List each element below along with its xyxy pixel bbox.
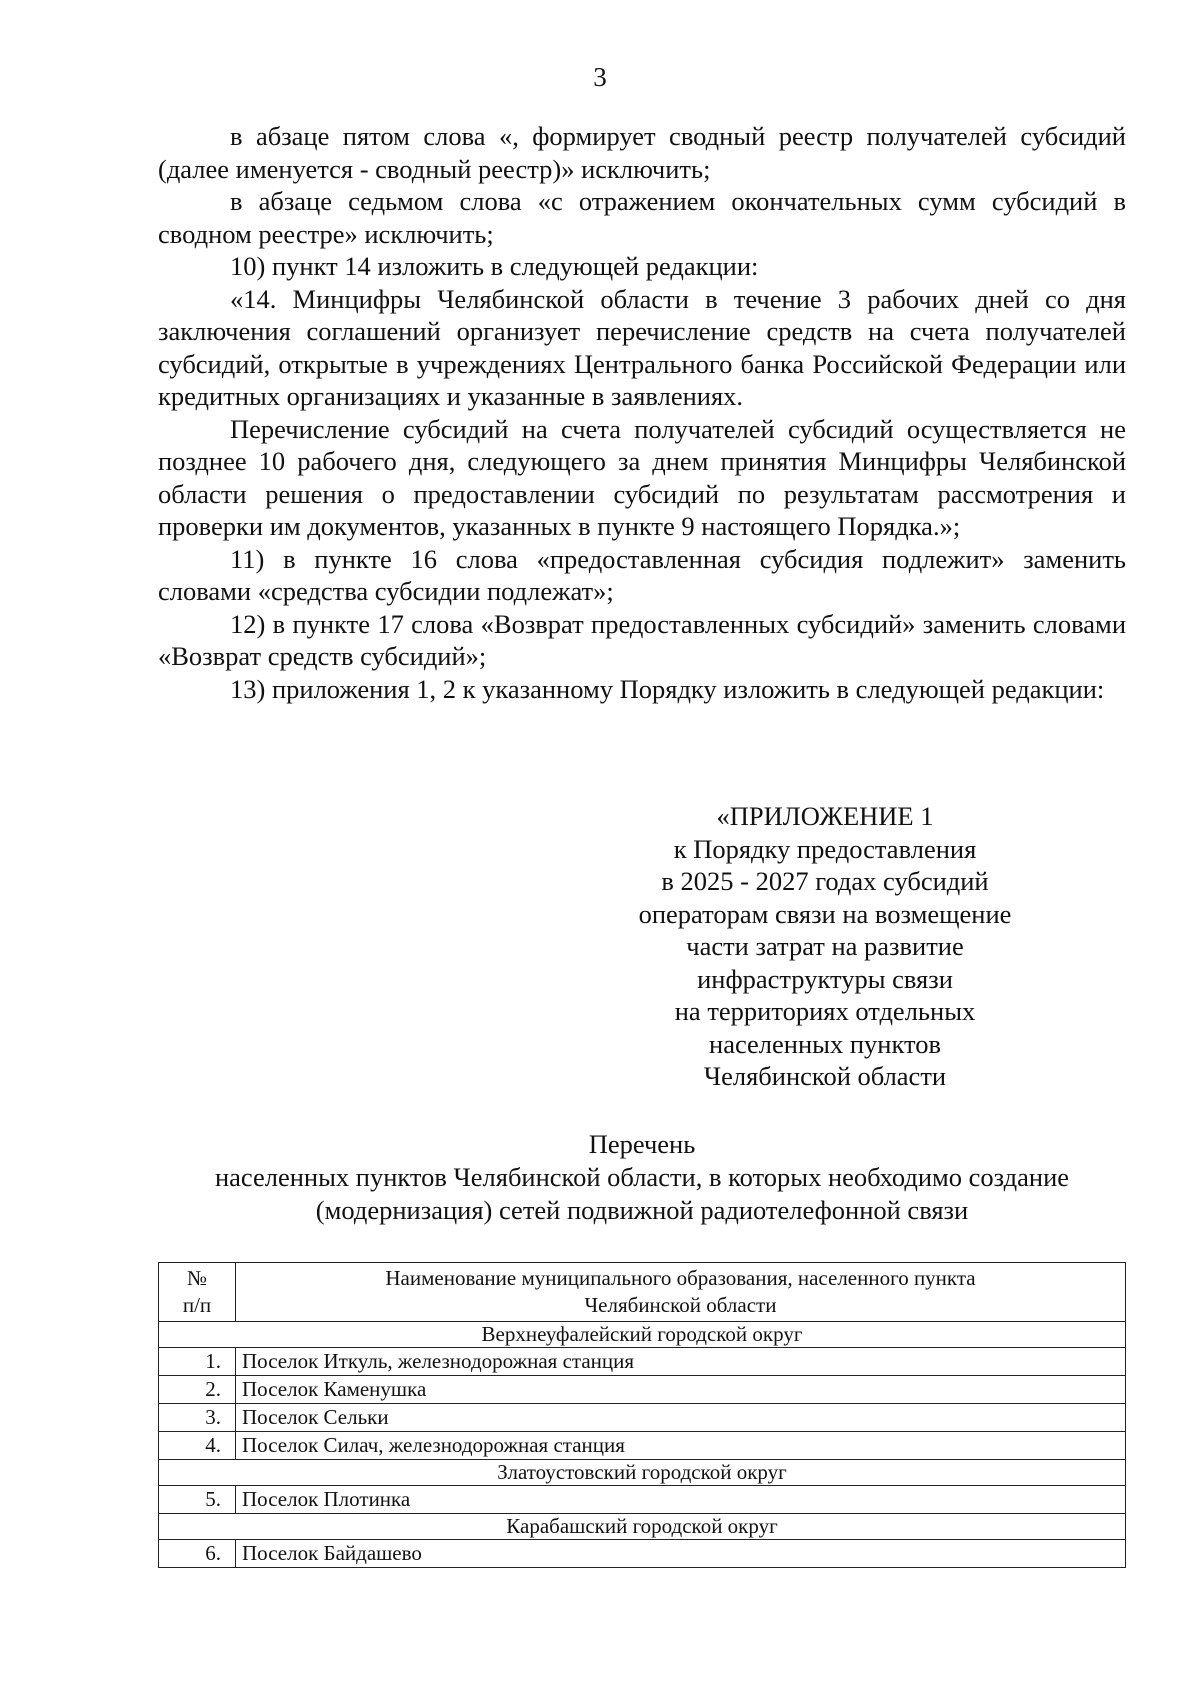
district-row xyxy=(159,1322,1126,1348)
appendix-line: к Порядку предоставления xyxy=(673,833,977,864)
header-number-line: п/п xyxy=(182,1293,212,1317)
appendix-line: части затрат на развитие xyxy=(686,931,964,961)
paragraph: в абзаце седьмом слова «с отражением окончательных сумм субсидий в сводном реестре» исключить; xyxy=(158,186,1126,249)
table-row xyxy=(159,1540,1126,1568)
appendix-line: «ПРИЛОЖЕНИЕ 1 xyxy=(716,801,934,831)
amendment-text xyxy=(158,120,1126,705)
appendix-line: в 2025 - 2027 годах субсидий xyxy=(661,866,989,896)
row-number: 3. xyxy=(159,1404,236,1432)
paragraph: 13) приложения 1, 2 к указанному Порядку изложить в следующей редакции: xyxy=(230,673,1105,704)
settlement-name: Поселок Сельки xyxy=(236,1404,1126,1432)
district-name: Златоустовский городской округ xyxy=(159,1460,1126,1486)
appendix-heading xyxy=(630,800,1020,1093)
row-number: 1. xyxy=(159,1348,236,1376)
table-row xyxy=(159,1348,1126,1376)
table-row xyxy=(159,1376,1126,1404)
settlements-table xyxy=(158,1262,1126,1568)
list-title xyxy=(158,1128,1126,1227)
settlement-name: Поселок Каменушка xyxy=(236,1376,1126,1404)
header-name-line: Наименование муниципального образования, населенного пункта xyxy=(385,1266,976,1290)
paragraph: 12) в пункте 17 слова «Возврат предоставленных субсидий» заменить словами «Возврат средств субсидий»; xyxy=(158,608,1126,671)
table-row xyxy=(159,1486,1126,1514)
list-title-line: населенных пунктов Челябинской области, в которых необходимо создание xyxy=(214,1162,1070,1192)
header-number-line: № xyxy=(186,1266,208,1290)
page-number: 3 xyxy=(593,62,607,92)
header-number xyxy=(159,1263,236,1322)
row-number: 5. xyxy=(159,1486,236,1514)
appendix-line: населенных пунктов xyxy=(709,1028,941,1059)
settlement-name: Поселок Иткуль, железнодорожная станция xyxy=(236,1348,1126,1376)
table-row xyxy=(159,1432,1126,1460)
appendix-line: операторам связи на возмещение xyxy=(638,898,1012,929)
settlement-name: Поселок Силач, железнодорожная станция xyxy=(236,1432,1126,1460)
list-title-line: (модернизация) сетей подвижной радиотелефонной связи xyxy=(315,1195,969,1225)
settlement-name: Поселок Байдашево xyxy=(236,1540,1126,1568)
list-title-line: Перечень xyxy=(588,1129,696,1159)
table-row xyxy=(159,1404,1126,1432)
header-name-line: Челябинской области xyxy=(584,1293,777,1317)
district-name: Верхнеуфалейский городской округ xyxy=(159,1322,1126,1348)
paragraph: 10) пункт 14 изложить в следующей редакции: xyxy=(230,251,759,281)
row-number: 2. xyxy=(159,1376,236,1404)
paragraph: в абзаце пятом слова «, формирует сводный реестр получателей субсидий (далее именуется - сводный реестр)» исключить; xyxy=(158,121,1126,184)
appendix-line: инфраструктуры связи xyxy=(697,963,953,994)
table-header-row xyxy=(159,1263,1126,1322)
district-row xyxy=(159,1514,1126,1540)
appendix-line: Челябинской области xyxy=(703,1061,947,1091)
district-row xyxy=(159,1460,1126,1486)
settlement-name: Поселок Плотинка xyxy=(236,1486,1126,1514)
paragraph: «14. Минцифры Челябинской области в течение 3 рабочих дней со дня заключения соглашений организует перечисление средств на счета получателей субсидий, открытые в учреждениях Центрального банка Российской Федерации или кредитных организациях и указанные в заявлениях. xyxy=(158,283,1126,411)
row-number: 6. xyxy=(159,1540,236,1568)
paragraph: Перечисление субсидий на счета получателей субсидий осуществляется не позднее 10 рабочего дня, следующего за днем принятия Минцифры Челябинской области решения о предоставлении субсидий по результатам рассмотрения и проверки им документов, указанных в пункте 9 настоящего Порядка.»; xyxy=(158,413,1126,541)
header-name xyxy=(236,1263,1126,1322)
appendix-line: на территориях отдельных xyxy=(674,996,976,1026)
row-number: 4. xyxy=(159,1432,236,1460)
district-name: Карабашский городской округ xyxy=(159,1514,1126,1540)
paragraph: 11) в пункте 16 слова «предоставленная субсидия подлежит» заменить словами «средства субсидии подлежат»; xyxy=(158,543,1126,606)
